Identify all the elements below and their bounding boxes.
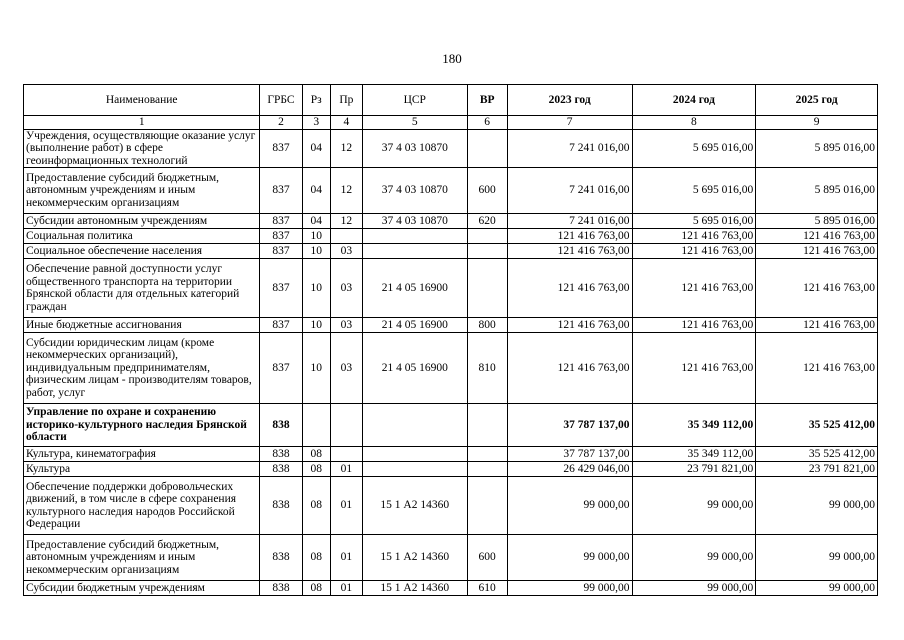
- row-rz: 08: [302, 462, 330, 477]
- row-rz: 08: [302, 535, 330, 581]
- table-row: [24, 462, 878, 477]
- row-name: Субсидии бюджетным учреждениям: [24, 581, 260, 596]
- row-vr: [467, 404, 507, 447]
- row-csr: 21 4 05 16900: [362, 259, 467, 318]
- row-amount-2024: 35 349 112,00: [632, 404, 756, 447]
- row-rz: [302, 404, 330, 447]
- row-rz: 04: [302, 168, 330, 214]
- row-grbs: 838: [260, 535, 302, 581]
- row-rz: 04: [302, 129, 330, 168]
- row-pr: [330, 447, 362, 462]
- row-vr: [467, 447, 507, 462]
- row-vr: 810: [467, 333, 507, 404]
- header-grbs: ГРБС: [260, 85, 302, 116]
- row-amount-2024: 99 000,00: [632, 477, 756, 535]
- row-pr: 01: [330, 535, 362, 581]
- row-csr: 15 1 А2 14360: [362, 581, 467, 596]
- table-row: [24, 447, 878, 462]
- column-index: 6: [467, 116, 507, 130]
- row-csr: [362, 462, 467, 477]
- column-index: 5: [362, 116, 467, 130]
- row-amount-2025: 121 416 763,00: [756, 244, 878, 259]
- row-grbs: 838: [260, 404, 302, 447]
- row-amount-2024: 121 416 763,00: [632, 229, 756, 244]
- row-csr: 21 4 05 16900: [362, 333, 467, 404]
- row-csr: 37 4 03 10870: [362, 129, 467, 168]
- row-grbs: 837: [260, 318, 302, 333]
- row-rz: 10: [302, 318, 330, 333]
- row-vr: [467, 244, 507, 259]
- column-index: 3: [302, 116, 330, 130]
- row-pr: 12: [330, 214, 362, 229]
- row-name: Учреждения, осуществляющие оказание услуг (выполнение работ) в сфере геоинформационных технологий: [24, 129, 260, 168]
- header-csr: ЦСР: [362, 85, 467, 116]
- row-amount-2024: 121 416 763,00: [632, 333, 756, 404]
- row-amount-2023: 7 241 016,00: [507, 214, 632, 229]
- budget-table: [23, 84, 878, 596]
- row-grbs: 837: [260, 168, 302, 214]
- row-vr: 620: [467, 214, 507, 229]
- row-rz: 08: [302, 447, 330, 462]
- table-row: [24, 259, 878, 318]
- row-name: Культура: [24, 462, 260, 477]
- row-vr: 600: [467, 535, 507, 581]
- row-name: Субсидии автономным учреждениям: [24, 214, 260, 229]
- row-csr: 15 1 А2 14360: [362, 535, 467, 581]
- header-rz: Рз: [302, 85, 330, 116]
- row-amount-2023: 121 416 763,00: [507, 333, 632, 404]
- header-row: [24, 85, 878, 116]
- table-row: [24, 168, 878, 214]
- table-row: [24, 214, 878, 229]
- row-name: Обеспечение равной доступности услуг общественного транспорта на территории Брянской области для отдельных категорий граждан: [24, 259, 260, 318]
- header-name: Наименование: [24, 85, 260, 116]
- row-amount-2024: 5 695 016,00: [632, 214, 756, 229]
- row-amount-2023: 99 000,00: [507, 477, 632, 535]
- row-amount-2023: 37 787 137,00: [507, 404, 632, 447]
- row-csr: 37 4 03 10870: [362, 168, 467, 214]
- row-grbs: 837: [260, 129, 302, 168]
- row-amount-2024: 23 791 821,00: [632, 462, 756, 477]
- table-row: [24, 404, 878, 447]
- row-pr: 03: [330, 318, 362, 333]
- row-name: Иные бюджетные ассигнования: [24, 318, 260, 333]
- table-row: [24, 129, 878, 168]
- column-index: 9: [756, 116, 878, 130]
- row-grbs: 838: [260, 447, 302, 462]
- row-name: Культура, кинематография: [24, 447, 260, 462]
- column-index-row: [24, 116, 878, 130]
- row-pr: 01: [330, 462, 362, 477]
- row-vr: 600: [467, 168, 507, 214]
- row-vr: [467, 477, 507, 535]
- table-row: [24, 229, 878, 244]
- row-amount-2025: 121 416 763,00: [756, 318, 878, 333]
- row-grbs: 838: [260, 581, 302, 596]
- row-pr: [330, 404, 362, 447]
- row-vr: [467, 229, 507, 244]
- row-amount-2023: 7 241 016,00: [507, 168, 632, 214]
- row-amount-2023: 121 416 763,00: [507, 229, 632, 244]
- row-grbs: 837: [260, 259, 302, 318]
- header-2025: 2025 год: [756, 85, 878, 116]
- row-name: Субсидии юридическим лицам (кроме некоммерческих организаций), индивидуальным предпринимателям, физическим лицам - производителям товаров, работ, услуг: [24, 333, 260, 404]
- row-rz: 08: [302, 581, 330, 596]
- column-index: 4: [330, 116, 362, 130]
- row-amount-2024: 5 695 016,00: [632, 129, 756, 168]
- row-name: Предоставление субсидий бюджетным, автономным учреждениям и иным некоммерческим организациям: [24, 168, 260, 214]
- row-amount-2024: 5 695 016,00: [632, 168, 756, 214]
- row-rz: 08: [302, 477, 330, 535]
- row-amount-2024: 35 349 112,00: [632, 447, 756, 462]
- row-csr: [362, 447, 467, 462]
- table-row: [24, 333, 878, 404]
- table-row: [24, 244, 878, 259]
- header-2024: 2024 год: [632, 85, 756, 116]
- row-amount-2024: 121 416 763,00: [632, 318, 756, 333]
- table-row: [24, 318, 878, 333]
- row-amount-2024: 99 000,00: [632, 535, 756, 581]
- row-amount-2023: 99 000,00: [507, 535, 632, 581]
- header-2023: 2023 год: [507, 85, 632, 116]
- row-rz: 10: [302, 244, 330, 259]
- table-row: [24, 477, 878, 535]
- row-name: Предоставление субсидий бюджетным, автономным учреждениям и иным некоммерческим организациям: [24, 535, 260, 581]
- row-csr: [362, 244, 467, 259]
- row-name: Социальная политика: [24, 229, 260, 244]
- page-number: 180: [442, 51, 462, 66]
- header-vr: ВР: [467, 85, 507, 116]
- column-index: 7: [507, 116, 632, 130]
- row-amount-2025: 99 000,00: [756, 477, 878, 535]
- row-amount-2025: 23 791 821,00: [756, 462, 878, 477]
- row-amount-2025: 99 000,00: [756, 581, 878, 596]
- row-csr: [362, 229, 467, 244]
- row-grbs: 837: [260, 229, 302, 244]
- row-pr: 03: [330, 333, 362, 404]
- row-name: Управление по охране и сохранению историко-культурного наследия Брянской области: [24, 404, 260, 447]
- row-amount-2023: 7 241 016,00: [507, 129, 632, 168]
- row-amount-2025: 121 416 763,00: [756, 333, 878, 404]
- row-pr: 01: [330, 477, 362, 535]
- row-csr: 15 1 А2 14360: [362, 477, 467, 535]
- row-grbs: 838: [260, 477, 302, 535]
- row-grbs: 837: [260, 333, 302, 404]
- column-index: 8: [632, 116, 756, 130]
- row-grbs: 837: [260, 214, 302, 229]
- row-pr: 12: [330, 168, 362, 214]
- row-amount-2024: 121 416 763,00: [632, 244, 756, 259]
- row-amount-2025: 99 000,00: [756, 535, 878, 581]
- row-amount-2023: 26 429 046,00: [507, 462, 632, 477]
- row-pr: 01: [330, 581, 362, 596]
- row-amount-2023: 37 787 137,00: [507, 447, 632, 462]
- row-amount-2024: 121 416 763,00: [632, 259, 756, 318]
- row-pr: 03: [330, 259, 362, 318]
- row-name: Социальное обеспечение населения: [24, 244, 260, 259]
- row-vr: 610: [467, 581, 507, 596]
- row-vr: [467, 259, 507, 318]
- row-amount-2025: 121 416 763,00: [756, 229, 878, 244]
- row-grbs: 837: [260, 244, 302, 259]
- row-rz: 10: [302, 333, 330, 404]
- row-csr: 21 4 05 16900: [362, 318, 467, 333]
- row-rz: 10: [302, 229, 330, 244]
- row-csr: 37 4 03 10870: [362, 214, 467, 229]
- row-vr: [467, 129, 507, 168]
- row-amount-2025: 35 525 412,00: [756, 404, 878, 447]
- table-row: [24, 535, 878, 581]
- row-vr: [467, 462, 507, 477]
- row-amount-2023: 121 416 763,00: [507, 244, 632, 259]
- row-name: Обеспечение поддержки добровольческих движений, в том числе в сфере сохранения культурного наследия народов Российской Федерации: [24, 477, 260, 535]
- row-amount-2025: 5 895 016,00: [756, 129, 878, 168]
- row-amount-2023: 121 416 763,00: [507, 259, 632, 318]
- row-amount-2023: 121 416 763,00: [507, 318, 632, 333]
- table-row: [24, 581, 878, 596]
- row-amount-2024: 99 000,00: [632, 581, 756, 596]
- row-amount-2025: 5 895 016,00: [756, 214, 878, 229]
- row-amount-2025: 5 895 016,00: [756, 168, 878, 214]
- table-body: [24, 129, 878, 596]
- header-pr: Пр: [330, 85, 362, 116]
- row-rz: 04: [302, 214, 330, 229]
- row-vr: 800: [467, 318, 507, 333]
- column-index: 2: [260, 116, 302, 130]
- row-amount-2025: 35 525 412,00: [756, 447, 878, 462]
- row-pr: [330, 229, 362, 244]
- row-grbs: 838: [260, 462, 302, 477]
- row-csr: [362, 404, 467, 447]
- row-pr: 12: [330, 129, 362, 168]
- row-rz: 10: [302, 259, 330, 318]
- row-amount-2025: 121 416 763,00: [756, 259, 878, 318]
- row-pr: 03: [330, 244, 362, 259]
- row-amount-2023: 99 000,00: [507, 581, 632, 596]
- column-index: 1: [24, 116, 260, 130]
